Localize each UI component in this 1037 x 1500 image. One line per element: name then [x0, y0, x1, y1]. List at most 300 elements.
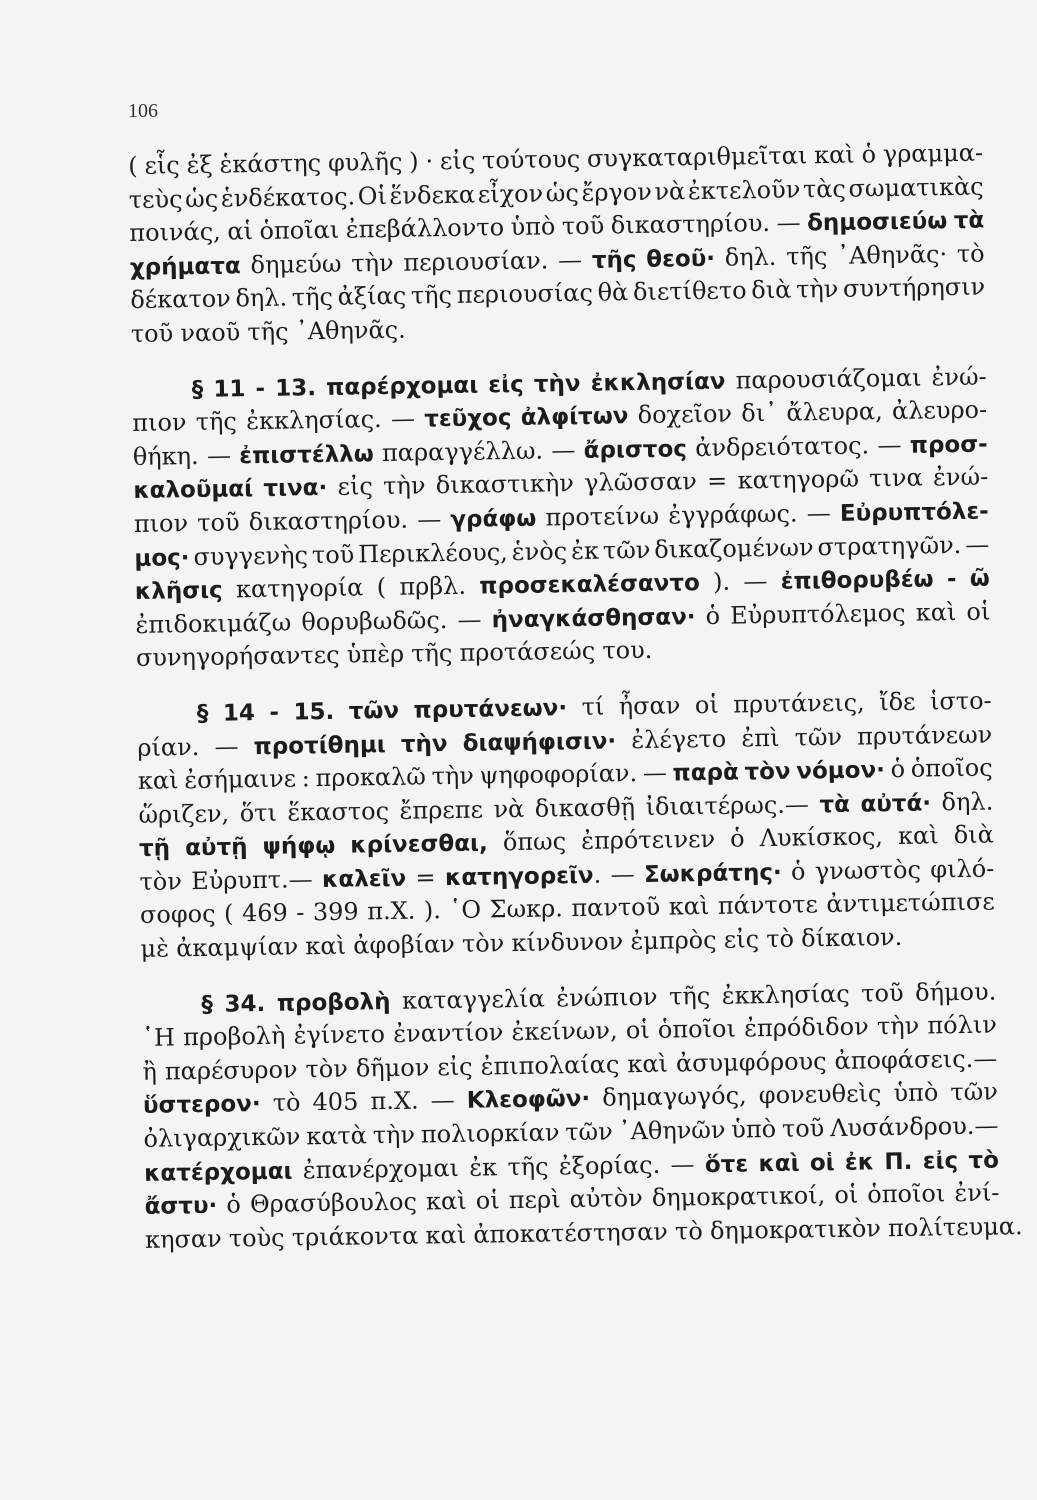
- word: [221, 180, 356, 216]
- word: [196, 405, 238, 439]
- word: [480, 1048, 619, 1084]
- word-text: τὸ: [272, 1088, 301, 1118]
- word: [867, 1178, 945, 1213]
- word-text: τοὺς: [228, 1223, 285, 1253]
- word: [440, 145, 476, 179]
- word: [786, 240, 828, 274]
- word: [834, 1042, 997, 1078]
- word: [246, 403, 382, 439]
- word-text: καὶ: [915, 597, 957, 627]
- word: [402, 982, 545, 1018]
- word: [766, 923, 794, 957]
- word: [255, 371, 265, 406]
- word-text: —: [806, 498, 831, 528]
- paragraph: [128, 137, 986, 352]
- bold-term: παρέρχομαι: [325, 372, 479, 401]
- word-text: ἐκείνων,: [511, 1016, 618, 1047]
- word: [191, 863, 313, 898]
- word: [389, 178, 475, 213]
- word-text: ᾽Αθηνῶν: [618, 1115, 726, 1146]
- word: [569, 1182, 643, 1217]
- word: [565, 1116, 613, 1150]
- word: [358, 180, 388, 214]
- word: [130, 249, 241, 285]
- word-text: νὰ: [493, 794, 525, 824]
- word: [192, 372, 204, 407]
- bold-term: νόμον·: [796, 757, 886, 785]
- page-number: 106: [128, 100, 158, 122]
- word: [372, 1119, 415, 1153]
- word: [165, 1053, 298, 1089]
- word-text: =: [706, 466, 728, 496]
- word-text: (: [128, 151, 138, 180]
- word-text: πάντοτε: [717, 890, 819, 921]
- word-text: ὑπὲρ: [346, 640, 405, 669]
- bold-term: Σωκράτης·: [643, 859, 782, 888]
- word-text: δῆμον: [355, 1053, 430, 1083]
- word: [879, 686, 916, 720]
- word-text: Περικλέους,: [357, 537, 509, 568]
- word: [134, 541, 190, 576]
- word-text: φυλῆς: [327, 147, 403, 177]
- word-text: ἰδιαιτέρως.—: [645, 790, 810, 821]
- word: [830, 1109, 999, 1145]
- word-text: ἐλέγετο: [631, 724, 727, 754]
- word: [376, 571, 386, 605]
- word-text: ἐπεβάλλοντο: [345, 213, 505, 244]
- bold-term: τὸ: [968, 1147, 1000, 1174]
- word: [645, 788, 809, 824]
- word-text: τοῦ: [197, 508, 240, 537]
- word: [511, 925, 623, 960]
- word-text: καὶ: [813, 140, 855, 170]
- word: [467, 1082, 591, 1119]
- bold-term: τὴν: [533, 370, 581, 398]
- word: [931, 360, 987, 394]
- word: [592, 243, 637, 278]
- word: [186, 149, 213, 183]
- word: [654, 531, 814, 567]
- bold-term: τεῦχος: [424, 405, 512, 433]
- word-text: ἀνδρειότατος.: [695, 431, 870, 462]
- word-text: οἱ: [966, 597, 991, 626]
- word: [658, 1013, 736, 1048]
- word: [941, 785, 993, 819]
- bold-term: αὐτά·: [860, 790, 932, 818]
- word: [140, 898, 216, 933]
- word-text: τὴν: [876, 1011, 920, 1041]
- word-text: διὰ: [751, 275, 792, 305]
- word: [437, 1051, 473, 1085]
- word: [947, 562, 957, 597]
- word-text: =: [415, 863, 436, 892]
- word: [837, 238, 948, 273]
- bold-term: τινα·: [263, 475, 328, 503]
- word: [743, 565, 768, 599]
- word-text: ἐκ: [469, 1152, 498, 1182]
- word: [630, 924, 717, 959]
- bold-term: -: [255, 375, 266, 402]
- word-text: θορυβωδῶς.: [301, 605, 448, 637]
- word-text: πρυτάνεων: [856, 719, 993, 751]
- word: [262, 829, 335, 865]
- word: [950, 1076, 998, 1110]
- word: [482, 143, 581, 178]
- word: [705, 599, 720, 633]
- word: [415, 861, 436, 895]
- word: [883, 137, 984, 172]
- word-text: Θρασύβουλος: [249, 1187, 418, 1219]
- word-text: ἐπανέρχομαι: [302, 1153, 460, 1185]
- word: [840, 494, 989, 531]
- word: [207, 439, 232, 473]
- word: [556, 980, 658, 1015]
- word-text: καταγγελία: [401, 984, 545, 1015]
- word-text: καὶ: [897, 821, 939, 851]
- word: [571, 891, 660, 926]
- word-text: τοῦ: [561, 211, 605, 241]
- bold-term: ἐπιστέλλω: [239, 440, 374, 470]
- word: [713, 566, 731, 600]
- word: [669, 980, 711, 1014]
- bold-term: -: [946, 566, 957, 593]
- word: [382, 434, 544, 470]
- word-text: 399: [312, 897, 359, 927]
- word: [479, 757, 637, 793]
- word: [819, 787, 850, 822]
- word: [652, 1179, 826, 1215]
- bold-term: χρήματα: [129, 253, 241, 281]
- word-text: τὸν: [305, 1054, 349, 1084]
- word-text: καὶ: [137, 766, 179, 796]
- word-text: π.Χ.: [366, 897, 416, 926]
- word: [672, 756, 739, 792]
- word: [250, 247, 342, 282]
- word: [425, 145, 433, 179]
- word-text: τῆς: [410, 281, 453, 310]
- word-text: εἶχον: [477, 179, 544, 209]
- word-text: οἱ: [834, 1180, 859, 1210]
- word: [731, 1113, 776, 1147]
- word: [688, 173, 801, 208]
- word-text: δικαζομένων: [654, 532, 814, 564]
- word-text: Εὐρυπτόλεμος: [729, 598, 906, 630]
- word: [143, 1120, 300, 1156]
- word: [253, 728, 386, 765]
- word-text: γνωστὸς: [814, 855, 922, 886]
- word-text: τῆς: [195, 407, 238, 437]
- word: [477, 177, 543, 212]
- bold-term: καλεῖν: [321, 865, 407, 893]
- bold-term: 14: [222, 699, 256, 727]
- word-text: ὁ: [890, 754, 906, 784]
- word-text: 469: [241, 899, 288, 928]
- word: [312, 538, 355, 572]
- word-text: —: [214, 731, 239, 761]
- word: [401, 727, 448, 762]
- word: [581, 175, 652, 210]
- word-text: —: [965, 530, 990, 559]
- word: [668, 890, 709, 924]
- word: [888, 1210, 1023, 1246]
- word-text: κησαν: [144, 1224, 222, 1254]
- word: [399, 570, 466, 605]
- word: [603, 533, 651, 567]
- word-text: ἀξίας: [337, 282, 407, 312]
- word-text: ἐγγράφως.: [668, 499, 798, 530]
- word-text: τί: [581, 692, 605, 721]
- word: [602, 634, 652, 668]
- word-text: ψηφοφορίαν.: [479, 759, 638, 790]
- word: [193, 539, 308, 574]
- word: [144, 1154, 293, 1191]
- word: [142, 1056, 157, 1090]
- word: [626, 1014, 650, 1048]
- bold-term: κατέρχομαι: [143, 1158, 293, 1187]
- word: [370, 1085, 419, 1119]
- word: [857, 718, 993, 754]
- word-text: ὁ: [705, 601, 721, 630]
- word-text: δοχεῖον: [637, 399, 733, 430]
- word-text: ὁ: [226, 1190, 242, 1219]
- word: [242, 897, 288, 931]
- word: [409, 145, 419, 179]
- word: [144, 149, 180, 183]
- word-text: —: [776, 208, 801, 238]
- bold-term: κλῆσις: [134, 577, 223, 606]
- word-text: ἀλευρο-: [891, 395, 988, 426]
- word-text: ἄλευρα,: [786, 397, 883, 427]
- word-text: ἐνώπιον: [556, 982, 658, 1013]
- word: [695, 429, 869, 465]
- word: [954, 1177, 1000, 1211]
- bold-term: πρυτάνεων·: [413, 695, 568, 724]
- word: [884, 1144, 913, 1179]
- word-text: ἔργον: [581, 177, 653, 207]
- word-text: δικαστικὴν: [435, 469, 575, 500]
- word: [417, 503, 442, 537]
- bold-term: καὶ: [758, 1150, 800, 1177]
- word-text: ἑνὸς: [511, 536, 568, 566]
- word: [780, 563, 933, 600]
- word: [462, 927, 505, 961]
- word-text: τὸ: [956, 239, 985, 268]
- word: [229, 1221, 285, 1255]
- word-text: στρατηγῶν.: [817, 530, 962, 561]
- word-text: τούτους: [481, 144, 581, 175]
- word: [139, 865, 182, 899]
- word: [695, 689, 719, 723]
- word-text: ·: [425, 147, 434, 176]
- word: [930, 684, 992, 719]
- word: [551, 434, 576, 468]
- word-text: προκαλῶ: [315, 762, 427, 793]
- bold-term: προσεκαλέσαντο: [479, 570, 701, 600]
- word: [910, 752, 993, 787]
- word-text: εἰς: [437, 1052, 473, 1082]
- word-text: ναοῦ: [180, 318, 241, 348]
- word-text: τοῦ: [781, 1114, 825, 1143]
- word: [751, 274, 792, 308]
- word-text: ἐκτελοῦν: [687, 175, 801, 205]
- word: [848, 170, 984, 206]
- word: [322, 862, 407, 898]
- word: [493, 793, 524, 827]
- word: [890, 753, 905, 787]
- word: [521, 399, 629, 435]
- word-text: ἴδε: [878, 687, 916, 717]
- word-text: τὸ: [766, 924, 795, 954]
- word: [250, 1186, 417, 1222]
- word: [348, 694, 399, 729]
- word-text: ).: [423, 896, 442, 925]
- word: [759, 1078, 882, 1114]
- bold-term: §: [191, 376, 204, 403]
- word: [741, 721, 780, 755]
- word: [184, 763, 296, 798]
- word-text: δι᾽: [741, 398, 778, 428]
- word-text: ρίαν.: [137, 732, 200, 762]
- bold-term: παρὰ: [672, 759, 739, 787]
- word: [861, 138, 876, 172]
- bold-term: ἠναγκάσθησαν·: [491, 603, 696, 634]
- word-text: ἐξορίας.: [558, 1150, 661, 1180]
- word: [403, 244, 548, 280]
- word: [219, 147, 321, 182]
- word: [269, 696, 279, 731]
- word-text: του.: [602, 636, 653, 665]
- word-text: ἀποκατέστησαν: [473, 1217, 669, 1249]
- word: [968, 1143, 999, 1178]
- word-text: προβολὴ: [182, 1021, 286, 1052]
- word-text: τὴν: [382, 471, 426, 501]
- word-text: προτάσεώς: [459, 637, 596, 668]
- word-text: εἰς: [337, 472, 374, 502]
- word-text: ἐκκλησίας.: [245, 405, 382, 436]
- word: [292, 281, 334, 315]
- word: [133, 440, 199, 475]
- word: [627, 1047, 668, 1081]
- word: [953, 819, 994, 853]
- word-text: περὶ: [508, 1185, 561, 1215]
- bold-term: ἄριστος: [583, 436, 688, 464]
- bold-term: προβολὴ: [276, 988, 391, 1017]
- word-text: ὁποῖος: [910, 753, 993, 783]
- word-text: —: [416, 505, 442, 534]
- word: [239, 437, 374, 474]
- bold-term: -: [269, 699, 280, 726]
- word-text: οἱ: [475, 1186, 500, 1215]
- bold-term: §: [201, 991, 214, 1018]
- bold-term: προσ-: [909, 431, 988, 459]
- word: [676, 1045, 827, 1081]
- word-text: δηλ.: [941, 787, 994, 816]
- word-text: ἢ: [142, 1057, 158, 1086]
- word: [476, 1185, 500, 1219]
- word-text: ἑνδέκατος.: [220, 182, 356, 213]
- word: [509, 1184, 561, 1218]
- word-text: εἷς: [144, 151, 180, 180]
- word: [782, 1112, 825, 1146]
- word: [145, 1222, 222, 1257]
- word-text: ὑπὸ: [510, 212, 556, 242]
- word: [861, 977, 904, 1011]
- word-text: -: [296, 898, 305, 927]
- word-text: —: [557, 245, 583, 275]
- word: [224, 898, 234, 932]
- word-text: δικαστηρίου.: [610, 209, 771, 240]
- word: [619, 689, 681, 724]
- word: [584, 465, 697, 500]
- word: [810, 1146, 835, 1181]
- word: [337, 471, 373, 505]
- word: [326, 368, 479, 405]
- word: [445, 859, 602, 896]
- word: [479, 566, 700, 604]
- word-text: τῆς: [291, 283, 334, 312]
- bold-term: οἱ: [809, 1149, 835, 1177]
- word-text: καὶ: [668, 892, 710, 922]
- word-text: ἐπιδοκιμάζω: [135, 608, 292, 639]
- word: [786, 395, 883, 430]
- word: [235, 282, 287, 316]
- word: [469, 1151, 497, 1185]
- word: [259, 214, 339, 249]
- word: [915, 596, 956, 630]
- word: [892, 394, 988, 429]
- word-text: δημοκρατικὸν: [709, 1214, 882, 1245]
- word: [226, 1189, 241, 1223]
- word: [142, 1022, 175, 1056]
- word-text: —: [877, 430, 902, 460]
- word-text: πρβλ.: [399, 571, 467, 601]
- word: [735, 361, 921, 398]
- word: [930, 852, 995, 887]
- word: [794, 720, 842, 754]
- word-text: δηλ.: [235, 283, 288, 313]
- word-text: δίκαιον.: [800, 922, 903, 953]
- word: [180, 316, 240, 351]
- word-text: τῆς: [411, 639, 453, 668]
- word: [611, 207, 771, 243]
- bold-term: 15.: [293, 698, 335, 726]
- word: [927, 1009, 997, 1044]
- word: [315, 760, 426, 795]
- word-text: Οἱ: [357, 181, 388, 210]
- word: [185, 830, 248, 866]
- word-text: τῆς: [668, 981, 711, 1011]
- bold-term: διαψήφισιν·: [462, 727, 617, 757]
- word-text: (: [223, 899, 234, 929]
- word-text: Λυσάνδρου.—: [829, 1111, 999, 1143]
- bold-term: καλοῦμαί: [133, 476, 254, 505]
- word: [197, 506, 240, 540]
- word: [328, 146, 403, 181]
- bold-term: §: [196, 700, 209, 727]
- word: [893, 1077, 938, 1111]
- word: [860, 786, 931, 822]
- word: [507, 1150, 549, 1184]
- word: [424, 401, 512, 437]
- word: [654, 175, 685, 209]
- word-text: ἐξ: [186, 150, 213, 180]
- word-text: —: [206, 441, 232, 470]
- word-text: συγκαταριθμεῖται: [586, 141, 808, 173]
- word-text: —: [670, 1149, 695, 1179]
- word-text: ὡς: [545, 178, 580, 208]
- word: [491, 600, 695, 638]
- word: [796, 753, 885, 789]
